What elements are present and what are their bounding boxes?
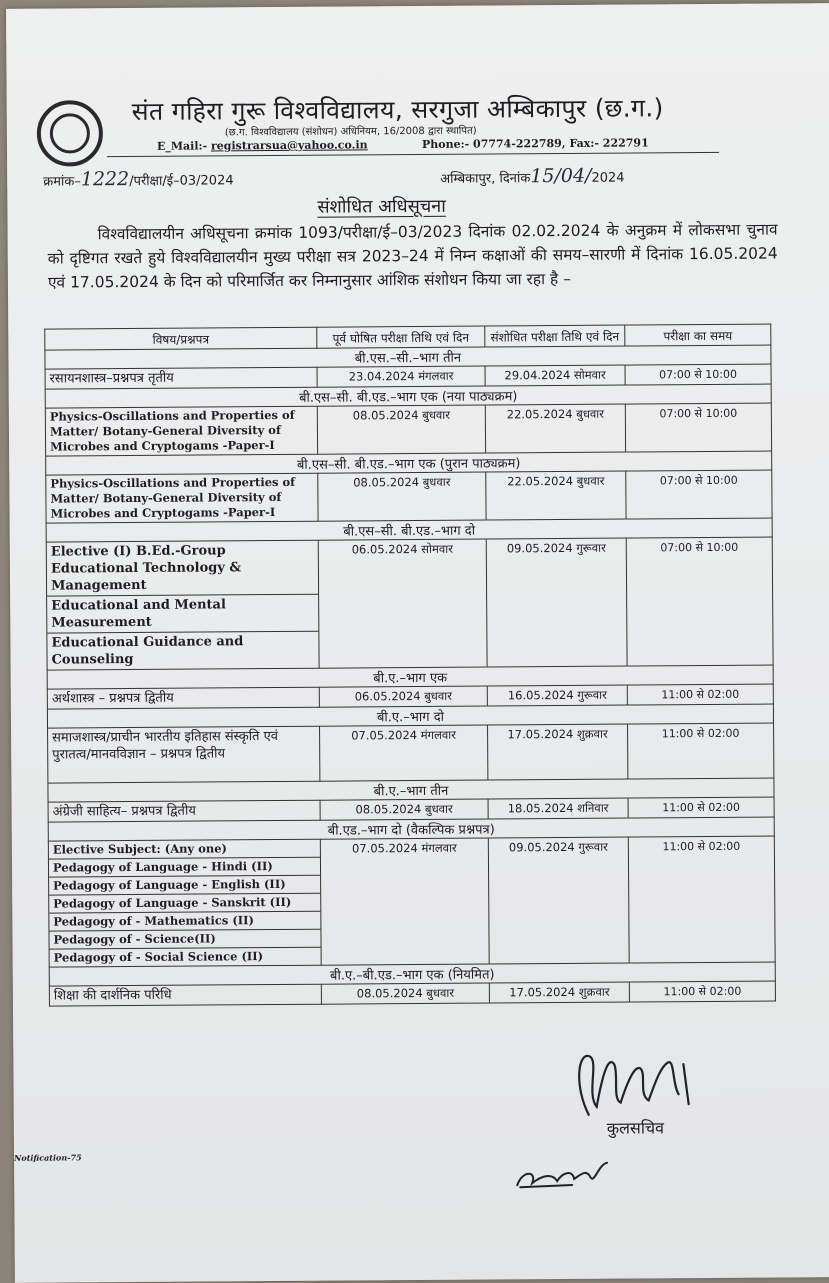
table-row <box>46 537 773 670</box>
prev-date-cell: 08.05.2024 बुधवार <box>317 405 485 454</box>
university-logo-icon <box>37 100 103 166</box>
revised-date-cell: 09.05.2024 गुरूवार <box>488 837 629 964</box>
subject-item: Educational and Mental Measurement <box>47 595 318 634</box>
header-divider <box>107 152 719 157</box>
time-cell: 07:00 से 10:00 <box>625 364 771 385</box>
date-year: 2024 <box>591 170 625 186</box>
university-subtitle: (छ.ग. विश्वविद्यालय (संशोधन) अधिनियम, 16/2008 द्वारा स्थापित) <box>224 125 477 139</box>
kramank-suffix: /परीक्षा/ई–03/2024 <box>129 173 234 190</box>
table-row <box>46 470 772 523</box>
subject-item: Educational Guidance and Counseling <box>51 634 244 668</box>
revised-date-cell: 29.04.2024 सोमवार <box>485 365 625 386</box>
place-date <box>440 165 625 188</box>
header-revised-date: संशोधित परीक्षा तिथि एवं दिन <box>485 325 625 347</box>
subject-cell <box>46 540 319 670</box>
section-title: बी.एस–सी. बी.एड.–भाग एक (पुरान पाठ्यक्रम) <box>46 451 772 475</box>
table-row <box>48 723 774 783</box>
header-time: परीक्षा का समय <box>625 324 771 346</box>
email-address: registrarsua@yahoo.co.in <box>210 138 368 153</box>
revised-date-cell: 16.05.2024 गुरूवार <box>487 685 627 706</box>
revised-date-cell: 09.05.2024 गुरूवार <box>486 538 627 667</box>
time-cell: 07:00 से 10:00 <box>626 537 773 666</box>
email-label: E_Mail:- <box>156 139 208 153</box>
revised-date-cell: 17.05.2024 शुक्रवार <box>489 982 629 1003</box>
subject-item: Elective Subject: (Any one) <box>49 840 320 860</box>
table-row <box>48 836 775 967</box>
prev-date-cell: 08.05.2024 बुधवार <box>320 799 488 820</box>
subject-cell: अर्थशास्त्र – प्रश्नपत्र द्वितीय <box>47 687 319 709</box>
time-cell: 07:00 से 10:00 <box>625 403 771 452</box>
prev-date-cell: 08.05.2024 बुधवार <box>321 983 489 1004</box>
time-cell: 11:00 से 02:00 <box>627 684 773 705</box>
subject-item: Pedagogy of Language - Sanskrit (II) <box>49 894 320 914</box>
subject-cell: Physics-Oscillations and Properties of Matter/ Botany-General Diversity of Microbes and Cryptogams -Paper-I <box>45 406 317 456</box>
subject-cell: Physics-Oscillations and Properties of Matter/ Botany-General Diversity of Microbes and Cryptogams -Paper-I <box>46 473 318 523</box>
subject-item: Pedagogy of - Science(II) <box>49 930 320 950</box>
notice-paper <box>6 3 829 1283</box>
prev-date-cell: 07.05.2024 मंगलवार <box>320 838 489 965</box>
section-title: बी.एस–सी. बी.एड.–भाग एक (नया पाठ्यक्रम) <box>45 384 771 408</box>
subject-cell: शिक्षा की दार्शनिक परिधि <box>49 984 321 1006</box>
notice-title: संशोधित अधिसूचना <box>317 195 447 218</box>
section-title: बी.ए.–भाग तीन <box>48 778 774 802</box>
date-handwritten: 15/04/ <box>530 164 592 188</box>
prev-date-cell: 23.04.2024 मंगलवार <box>317 366 485 387</box>
designation-registrar: कुलसचिव <box>606 1118 665 1138</box>
prev-date-cell: 08.05.2024 बुधवार <box>318 472 486 521</box>
section-title: बी.एड.–भाग दो (वैकल्पिक प्रश्नपत्र) <box>48 817 774 841</box>
section-title: बी.ए.–भाग दो <box>47 704 773 728</box>
section-title: बी.एस–सी. बी.एड.–भाग दो <box>46 518 772 542</box>
subject-item: Pedagogy of - Social Science (II) <box>53 949 264 965</box>
time-cell: 11:00 से 02:00 <box>628 797 774 818</box>
place-date-label: अम्बिकापुर, दिनांक <box>440 171 531 187</box>
section-title: बी.ए.–बी.एड.–भाग एक (नियमित) <box>49 962 775 986</box>
prev-date-cell: 07.05.2024 मंगलवार <box>320 725 488 781</box>
time-cell: 11:00 से 02:00 <box>629 981 775 1002</box>
table-row <box>49 981 775 1006</box>
subject-cell: रसायनशास्त्र–प्रश्नपत्र तृतीय <box>45 367 317 389</box>
phone-line: Phone:- 07774-222789, Fax:- 222791 <box>421 136 649 151</box>
revised-date-cell: 18.05.2024 शनिवार <box>488 798 628 819</box>
time-cell: 07:00 से 10:00 <box>626 470 772 519</box>
subject-cell: अंग्रेजी साहित्य– प्रश्नपत्र द्वितीय <box>48 800 320 822</box>
subject-item: Pedagogy of - Mathematics (II) <box>49 912 320 932</box>
time-cell: 11:00 से 02:00 <box>628 836 775 963</box>
section-title: बी.ए.–भाग एक <box>47 665 773 689</box>
registrar-signature <box>568 1044 709 1125</box>
revised-date-cell: 22.05.2024 बुधवार <box>485 404 625 453</box>
time-cell: 11:00 से 02:00 <box>628 723 774 779</box>
subject-item: Pedagogy of Language - English (II) <box>49 876 320 896</box>
header-subject: विषय/प्रश्नपत्र <box>45 327 317 350</box>
initial-signature <box>512 1155 612 1196</box>
schedule-table <box>44 324 776 1007</box>
section-title: बी.एस.–सी.–भाग तीन <box>45 345 771 369</box>
form-code: Notification-75 <box>13 1152 82 1163</box>
email-line <box>157 138 368 152</box>
header-prev-date: पूर्व घोषित परीक्षा तिथि एवं दिन <box>317 326 485 348</box>
subject-item: Pedagogy of Language - Hindi (II) <box>49 858 320 878</box>
prev-date-cell: 06.05.2024 बुधवार <box>319 686 487 707</box>
subject-cell <box>48 839 321 967</box>
subject-item: Elective (I) B.Ed.-Group Educational Technology & Management <box>47 541 318 597</box>
reference-number <box>43 167 234 190</box>
university-name: संत गहिरा गुरू विश्वविद्यालय, सरगुजा अम्बिकापुर (छ.ग.) <box>131 93 664 126</box>
subject-cell: समाजशास्त्र/प्राचीन भारतीय इतिहास संस्कृति एवं पुरातत्व/मानवविज्ञान – प्रश्नपत्र द्वितीय <box>48 726 320 783</box>
revised-date-cell: 22.05.2024 बुधवार <box>486 471 626 520</box>
kramank-handwritten: 1222 <box>80 168 130 191</box>
kramank-label: क्रमांक– <box>43 174 81 190</box>
notice-body: विश्वविद्यालयीन अधिसूचना क्रमांक 1093/परीक्षा/ई–03/2023 दिनांक 02.02.2024 के अनुक्रम में लोकसभा चुनाव को दृष्टिगत रखते हुये विश्वविद्यालयीन मुख्य परीक्षा सत्र 2023–24 में निम्न कक्षाओं की समय–सारणी में दिनांक 16.05.2024 एवं 17.05.2024 के दिन को परिमार्जित कर निम्नानुसार आंशिक संशोधन किया जा रहा है – <box>47 220 778 292</box>
table-row <box>45 403 771 456</box>
prev-date-cell: 06.05.2024 सोमवार <box>318 539 487 668</box>
revised-date-cell: 17.05.2024 शुक्रवार <box>488 724 628 780</box>
